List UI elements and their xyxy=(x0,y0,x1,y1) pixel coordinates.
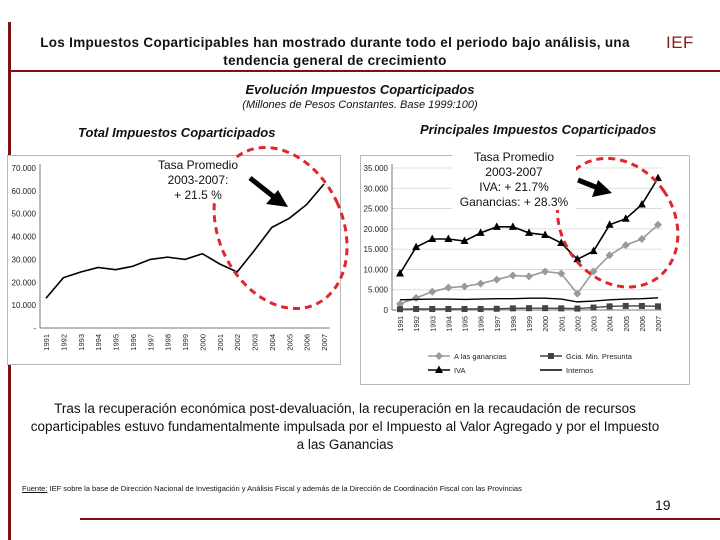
right-x-tick-label: 1994 xyxy=(446,316,454,332)
right-x-tick-label: 1991 xyxy=(398,316,405,332)
right-y-tick-label: 30.000 xyxy=(363,184,388,194)
right-y-tick-label: 20.000 xyxy=(363,224,388,234)
right-x-tick-label: 2007 xyxy=(656,316,663,332)
right-point-gcia-min-presunta xyxy=(413,306,419,312)
right-point-gcia-min-presunta xyxy=(639,303,645,309)
ief-logo: IEF xyxy=(666,33,694,52)
left-y-tick-label: 20.000 xyxy=(11,278,36,288)
right-point-a-las-ganancias xyxy=(412,294,420,302)
page-number: 19 xyxy=(655,497,671,513)
right-point-a-las-ganancias xyxy=(541,267,549,275)
left-chart-title: Total Impuestos Coparticipados xyxy=(78,125,276,140)
left-x-tick-label: 2000 xyxy=(198,334,208,351)
left-y-tick-label: - xyxy=(33,324,36,333)
right-point-gcia-min-presunta xyxy=(623,303,629,309)
left-x-tick-label: 1995 xyxy=(111,334,121,351)
legend-label-internos: Internos xyxy=(566,366,594,375)
right-point-gcia-min-presunta xyxy=(558,305,564,311)
source-label: Fuente: xyxy=(22,484,48,493)
right-x-tick-label: 2002 xyxy=(575,316,583,332)
left-x-tick-label: 2002 xyxy=(233,334,243,351)
right-x-tick-label: 2000 xyxy=(543,316,551,332)
left-x-tick-label: 1993 xyxy=(76,334,86,351)
legend-marker-gcia-min-presunta xyxy=(548,353,554,359)
left-x-tick-label: 1994 xyxy=(94,334,104,351)
right-point-gcia-min-presunta xyxy=(494,306,500,312)
left-y-tick-label: 30.000 xyxy=(11,255,36,265)
right-x-tick-label: 1996 xyxy=(478,316,486,332)
right-point-a-las-ganancias xyxy=(493,276,501,284)
right-point-gcia-min-presunta xyxy=(478,306,484,312)
left-y-tick-label: 70.000 xyxy=(11,164,36,173)
right-arrow-shaft xyxy=(578,180,598,188)
right-x-tick-label: 1998 xyxy=(510,316,518,332)
right-point-gcia-min-presunta xyxy=(607,303,613,309)
left-x-tick-label: 2007 xyxy=(320,334,329,351)
right-y-tick-label: 5.000 xyxy=(367,285,388,295)
summary-note: Tras la recuperación económica post-devaluación, la recuperación en la recaudación de recursos coparticipables estuvo fundamentalmente impulsada por el Impuesto al Valor Agregado y por el Impuesto a las Ganancias xyxy=(30,401,660,452)
right-annotation-line: 2003-2007 xyxy=(485,165,543,179)
left-x-tick-label: 1992 xyxy=(59,334,69,351)
left-arrow-shaft xyxy=(250,178,274,197)
legend-marker-a-las-ganancias xyxy=(435,352,443,360)
left-highlight-ellipse xyxy=(189,126,372,331)
right-y-tick-label: 35.000 xyxy=(363,164,388,173)
left-x-tick-label: 1991 xyxy=(42,334,51,351)
right-x-tick-label: 2001 xyxy=(559,316,567,332)
right-x-tick-label: 2004 xyxy=(607,316,615,332)
right-point-gcia-min-presunta xyxy=(526,305,532,311)
right-x-tick-label: 1993 xyxy=(430,316,438,332)
right-point-a-las-ganancias xyxy=(622,241,630,249)
right-annotation-line: Ganancias: + 28.3% xyxy=(459,195,569,209)
right-y-tick-label: 0 xyxy=(383,306,388,315)
left-y-tick-label: 10.000 xyxy=(11,301,36,311)
right-point-gcia-min-presunta xyxy=(655,303,661,309)
legend-label-gcia-min-presunta: Gcia. Min. Presunta xyxy=(566,352,632,361)
right-x-tick-label: 2005 xyxy=(623,316,631,332)
left-x-tick-label: 1997 xyxy=(146,334,156,351)
right-x-tick-label: 2006 xyxy=(639,316,647,332)
source-note xyxy=(22,484,522,493)
right-point-a-las-ganancias xyxy=(477,280,485,288)
left-y-tick-label: 50.000 xyxy=(11,209,36,219)
right-x-tick-label: 1997 xyxy=(494,316,502,332)
left-annotation-line: 2003-2007: xyxy=(167,173,229,187)
left-x-tick-label: 2001 xyxy=(215,334,225,351)
legend-label-iva: IVA xyxy=(454,366,466,375)
right-y-tick-label: 15.000 xyxy=(363,245,388,255)
right-y-tick-label: 25.000 xyxy=(363,204,388,214)
left-annotation-line: + 21.5 % xyxy=(174,188,222,202)
slide-title: Los Impuestos Coparticipables han mostrado durante todo el periodo bajo análisis, una tendencia general de crecimiento xyxy=(40,35,630,68)
right-point-a-las-ganancias xyxy=(461,282,469,290)
left-x-tick-label: 2005 xyxy=(285,334,295,351)
right-series-line-a-las-ganancias xyxy=(400,225,658,304)
left-x-tick-label: 2006 xyxy=(302,334,312,351)
left-chart-annotation xyxy=(150,158,246,203)
right-point-a-las-ganancias xyxy=(525,272,533,280)
right-annotation-line: IVA: + 21.7% xyxy=(479,180,549,194)
right-point-gcia-min-presunta xyxy=(397,306,403,312)
left-annotation-line: Tasa Promedio xyxy=(157,158,239,172)
right-point-a-las-ganancias xyxy=(444,284,452,292)
right-x-tick-label: 2003 xyxy=(591,316,599,332)
chart-main-title: Evolución Impuestos Coparticipados xyxy=(245,82,475,97)
right-point-gcia-min-presunta xyxy=(542,305,548,311)
legend-label-a-las-ganancias: A las ganancias xyxy=(454,352,507,361)
right-chart-annotation xyxy=(452,150,576,210)
right-point-gcia-min-presunta xyxy=(591,305,597,311)
right-point-a-las-ganancias xyxy=(509,272,517,280)
left-x-tick-label: 2004 xyxy=(267,334,277,351)
right-series-line-internos xyxy=(400,298,658,302)
right-point-gcia-min-presunta xyxy=(462,306,468,312)
right-point-gcia-min-presunta xyxy=(510,305,516,311)
right-point-gcia-min-presunta xyxy=(574,306,580,312)
chart-units: (Millones de Pesos Constantes. Base 1999:100) xyxy=(242,99,478,111)
left-x-tick-label: 2003 xyxy=(250,334,260,351)
right-chart-title: Principales Impuestos Coparticipados xyxy=(420,122,657,137)
right-x-tick-label: 1992 xyxy=(414,316,422,332)
right-point-gcia-min-presunta xyxy=(429,306,435,312)
right-point-a-las-ganancias xyxy=(428,288,436,296)
source-text: IEF sobre la base de Dirección Nacional de Investigación y Análisis Fiscal y además de la Dirección de Coordinación Fiscal con las Provincias xyxy=(47,484,522,493)
right-x-tick-label: 1999 xyxy=(527,316,534,332)
left-x-tick-label: 1999 xyxy=(181,334,190,351)
left-x-tick-label: 1998 xyxy=(163,334,173,351)
right-x-tick-label: 1995 xyxy=(462,316,470,332)
right-point-gcia-min-presunta xyxy=(445,306,451,312)
left-x-tick-label: 1996 xyxy=(128,334,138,351)
right-y-tick-label: 10.000 xyxy=(363,265,388,275)
left-y-tick-label: 40.000 xyxy=(11,232,36,242)
right-annotation-line: Tasa Promedio xyxy=(473,150,555,164)
left-y-tick-label: 60.000 xyxy=(11,186,36,196)
